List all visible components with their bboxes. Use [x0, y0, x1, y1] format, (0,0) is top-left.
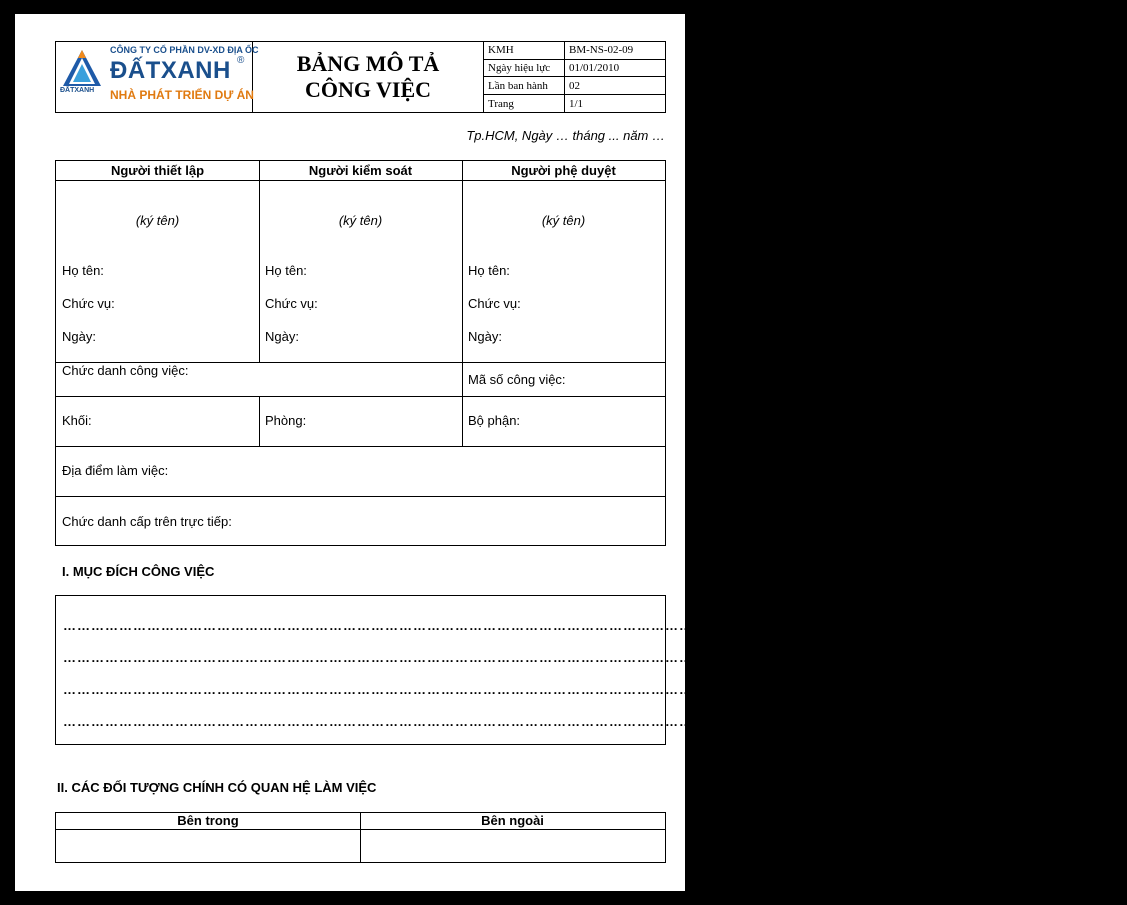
- info-label: Trang: [484, 95, 565, 112]
- date-label: Ngày:: [265, 329, 299, 344]
- company-logo: [56, 42, 259, 112]
- brand-tagline: NHÀ PHÁT TRIỂN DỰ ÁN: [110, 88, 254, 102]
- col-head-approver: Người phệ duyệt: [511, 163, 616, 178]
- signature-table: [55, 160, 666, 546]
- position-label: Chức vụ:: [62, 296, 115, 311]
- company-name: CÔNG TY CỔ PHẦN DV-XD ĐỊA ỐC: [110, 45, 259, 55]
- dotted-line: …………………………………………………………………………………………………………………………………………………………………………………………………………: [63, 714, 1127, 729]
- document-title: [253, 42, 484, 112]
- col-head-controller: Người kiểm soát: [308, 163, 413, 178]
- supervisor-label: Chức danh cấp trên trực tiếp:: [62, 514, 232, 529]
- info-value: BM-NS-02-09: [565, 42, 666, 59]
- registered-mark: ®: [237, 55, 245, 66]
- dotted-line: …………………………………………………………………………………………………………………………………………………………………………………………………………: [63, 682, 1127, 697]
- info-label: Ngày hiệu lực: [484, 59, 565, 77]
- job-code-label: Mã số công việc:: [468, 372, 566, 387]
- brand-name: ĐẤTXANH: [110, 57, 231, 84]
- document-page: [15, 14, 1127, 891]
- title-line-1: BẢNG MÔ TẢ: [296, 51, 440, 76]
- sign-placeholder: (ký tên): [541, 213, 586, 228]
- document-header: [55, 41, 666, 113]
- info-value: 01/01/2010: [565, 59, 666, 77]
- name-label: Họ tên:: [468, 263, 510, 278]
- col-head-outside: Bên ngoài: [481, 813, 544, 828]
- purpose-box: [55, 595, 1127, 745]
- col-head-creator: Người thiết lập: [110, 163, 205, 178]
- dotted-line: …………………………………………………………………………………………………………………………………………………………………………………………………………: [63, 650, 1127, 665]
- name-label: Họ tên:: [62, 263, 104, 278]
- position-label: Chức vụ:: [468, 296, 521, 311]
- document-info-table: [484, 42, 665, 112]
- logo-triangle-icon: [61, 48, 103, 88]
- sign-placeholder: (ký tên): [135, 213, 180, 228]
- date-label: Ngày:: [62, 329, 96, 344]
- sign-placeholder: (ký tên): [338, 213, 383, 228]
- section-1-heading: I. MỤC ĐÍCH CÔNG VIỆC: [62, 564, 215, 579]
- date-label: Ngày:: [468, 329, 502, 344]
- date-line: Tp.HCM, Ngày … tháng ... năm …: [466, 128, 665, 143]
- logo-small-text: ĐẤTXANH: [60, 87, 95, 94]
- title-line-2: CÔNG VIỆC: [304, 77, 432, 102]
- info-label: Lần ban hành: [484, 77, 565, 95]
- name-label: Họ tên:: [265, 263, 307, 278]
- location-label: Địa điểm làm việc:: [62, 463, 169, 478]
- job-title-label: Chức danh công việc:: [62, 363, 189, 378]
- dotted-line: …………………………………………………………………………………………………………………………………………………………………………………………………………: [63, 618, 1127, 633]
- info-value: 02: [565, 77, 666, 95]
- division-label: Bộ phận:: [468, 413, 521, 428]
- position-label: Chức vụ:: [265, 296, 318, 311]
- col-head-inside: Bên trong: [177, 813, 239, 828]
- block-label: Khối:: [62, 413, 92, 428]
- section-2-heading: II. CÁC ĐỐI TƯỢNG CHÍNH CÓ QUAN HỆ LÀM VIỆC: [57, 780, 377, 795]
- relations-table: [55, 812, 666, 863]
- info-value: 1/1: [569, 97, 584, 110]
- department-label: Phòng:: [265, 413, 307, 428]
- info-label: KMH: [484, 42, 565, 59]
